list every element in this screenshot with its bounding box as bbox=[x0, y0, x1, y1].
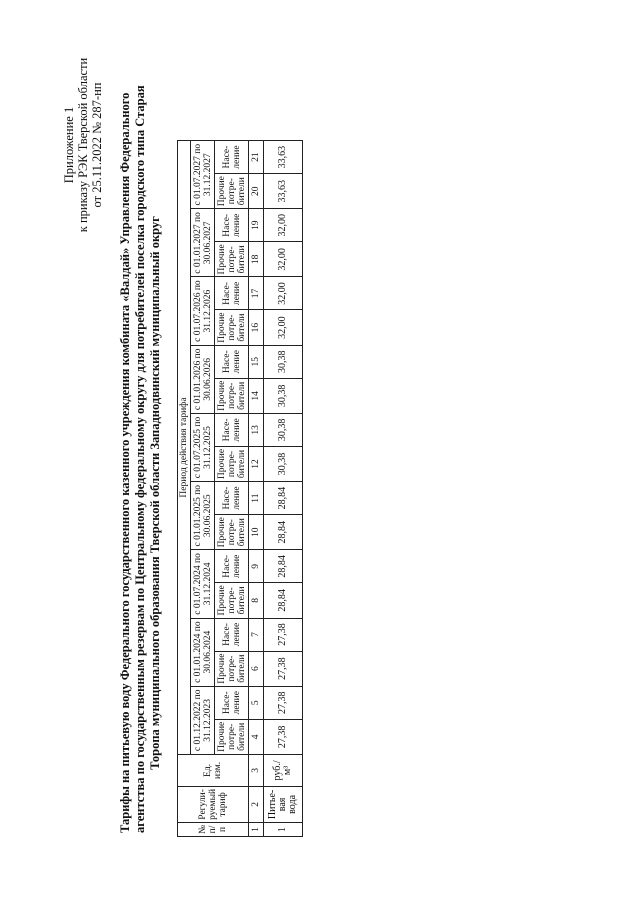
header-row bbox=[191, 141, 215, 837]
tariff-value: 27,38 bbox=[264, 686, 303, 719]
sub-header-other: Прочие потре-бители bbox=[215, 719, 249, 754]
sub-header-population: Насе-ление bbox=[215, 686, 249, 719]
col-no-header: № п/п bbox=[178, 822, 249, 836]
tariff-value: 32,00 bbox=[264, 242, 303, 277]
period-range: с 01.07.2025 по 31.12.2025 bbox=[191, 413, 215, 481]
column-number: 7 bbox=[249, 618, 264, 651]
title-line: Торопа муниципального образования Тверской области Западнодвинский муниципальный округ bbox=[148, 216, 162, 770]
tariff-value: 32,00 bbox=[264, 209, 303, 242]
table-row bbox=[264, 141, 303, 837]
title-line: Тарифы на питьевую воду Федерального государственного казенного учреждения комбината «Валдай» Управления Федерального bbox=[118, 92, 132, 833]
tariff-value: 30,38 bbox=[264, 345, 303, 378]
row-number: 1 bbox=[264, 822, 303, 836]
tariff-value: 32,00 bbox=[264, 277, 303, 310]
column-number: 20 bbox=[249, 174, 264, 209]
sub-header-population: Насе-ление bbox=[215, 141, 249, 174]
column-number: 18 bbox=[249, 242, 264, 277]
column-number: 21 bbox=[249, 141, 264, 174]
title-line: агентства по государственным резервам по Центральному федеральному округу для потребителей поселка городского типа Старая bbox=[133, 85, 147, 833]
sub-header-population: Насе-ление bbox=[215, 550, 249, 583]
sub-header-other: Прочие потре-бители bbox=[215, 310, 249, 345]
tariff-value: 27,38 bbox=[264, 719, 303, 754]
period-range: с 01.01.2026 по 30.06.2026 bbox=[191, 345, 215, 413]
column-number: 1 bbox=[249, 822, 264, 836]
sub-header-other: Прочие потре-бители bbox=[215, 651, 249, 686]
column-number-row bbox=[249, 141, 264, 837]
period-range: с 01.07.2027 по 31.12.2027 bbox=[191, 141, 215, 209]
sub-header-population: Насе-ление bbox=[215, 277, 249, 310]
period-range: с 01.12.2022 по 31.12.2023 bbox=[191, 686, 215, 754]
tariff-table bbox=[177, 140, 303, 837]
period-range: с 01.07.2026 по 31.12.2026 bbox=[191, 277, 215, 345]
appendix-line: от 25.11.2022 № 287-нп bbox=[90, 82, 104, 208]
tariff-value: 27,38 bbox=[264, 651, 303, 686]
column-number: 16 bbox=[249, 310, 264, 345]
column-number: 19 bbox=[249, 209, 264, 242]
document-title bbox=[118, 85, 163, 833]
sub-header-population: Насе-ление bbox=[215, 482, 249, 515]
sub-header-other: Прочие потре-бители bbox=[215, 378, 249, 413]
period-range: с 01.01.2024 по 30.06.2024 bbox=[191, 618, 215, 686]
column-number: 17 bbox=[249, 277, 264, 310]
column-number: 4 bbox=[249, 719, 264, 754]
sub-header-other: Прочие потре-бители bbox=[215, 583, 249, 618]
sub-header-population: Насе-ление bbox=[215, 345, 249, 378]
sub-header-population: Насе-ление bbox=[215, 618, 249, 651]
sub-header-other: Прочие потре-бители bbox=[215, 446, 249, 481]
col-tariff-header: Регули-руемый тариф bbox=[178, 786, 249, 822]
tariff-value: 28,84 bbox=[264, 482, 303, 515]
header-row bbox=[178, 141, 191, 837]
row-tariff-name: Питье-вая вода bbox=[264, 786, 303, 822]
tariff-value: 28,84 bbox=[264, 550, 303, 583]
row-unit: руб./м³ bbox=[264, 754, 303, 786]
column-number: 6 bbox=[249, 651, 264, 686]
sub-header-population: Насе-ление bbox=[215, 413, 249, 446]
column-number: 13 bbox=[249, 413, 264, 446]
period-range: с 01.01.2025 по 30.06.2025 bbox=[191, 482, 215, 550]
tariff-value: 30,38 bbox=[264, 378, 303, 413]
column-number: 8 bbox=[249, 583, 264, 618]
period-header: Период действия тарифа bbox=[178, 141, 191, 755]
tariff-value: 30,38 bbox=[264, 413, 303, 446]
column-number: 5 bbox=[249, 686, 264, 719]
column-number: 3 bbox=[249, 754, 264, 786]
tariff-value: 33,63 bbox=[264, 174, 303, 209]
sub-header-other: Прочие потре-бители bbox=[215, 174, 249, 209]
period-range: с 01.07.2024 по 31.12.2024 bbox=[191, 550, 215, 618]
tariff-value: 28,84 bbox=[264, 515, 303, 550]
appendix-line: Приложение 1 bbox=[62, 106, 76, 184]
column-number: 10 bbox=[249, 515, 264, 550]
col-unit-header: Ед. изм. bbox=[178, 754, 249, 786]
appendix-line: к приказу РЭК Тверской области bbox=[76, 57, 90, 233]
tariff-value: 27,38 bbox=[264, 618, 303, 651]
appendix-header bbox=[62, 40, 104, 250]
column-number: 2 bbox=[249, 786, 264, 822]
period-range: с 01.01.2027 по 30.06.2027 bbox=[191, 209, 215, 277]
sub-header-other: Прочие потре-бители bbox=[215, 515, 249, 550]
tariff-value: 33,63 bbox=[264, 141, 303, 174]
tariff-value: 32,00 bbox=[264, 310, 303, 345]
column-number: 9 bbox=[249, 550, 264, 583]
column-number: 15 bbox=[249, 345, 264, 378]
header-row bbox=[215, 141, 249, 837]
column-number: 14 bbox=[249, 378, 264, 413]
column-number: 11 bbox=[249, 482, 264, 515]
tariff-value: 28,84 bbox=[264, 583, 303, 618]
tariff-value: 30,38 bbox=[264, 446, 303, 481]
sub-header-other: Прочие потре-бители bbox=[215, 242, 249, 277]
column-number: 12 bbox=[249, 446, 264, 481]
sub-header-population: Насе-ление bbox=[215, 209, 249, 242]
